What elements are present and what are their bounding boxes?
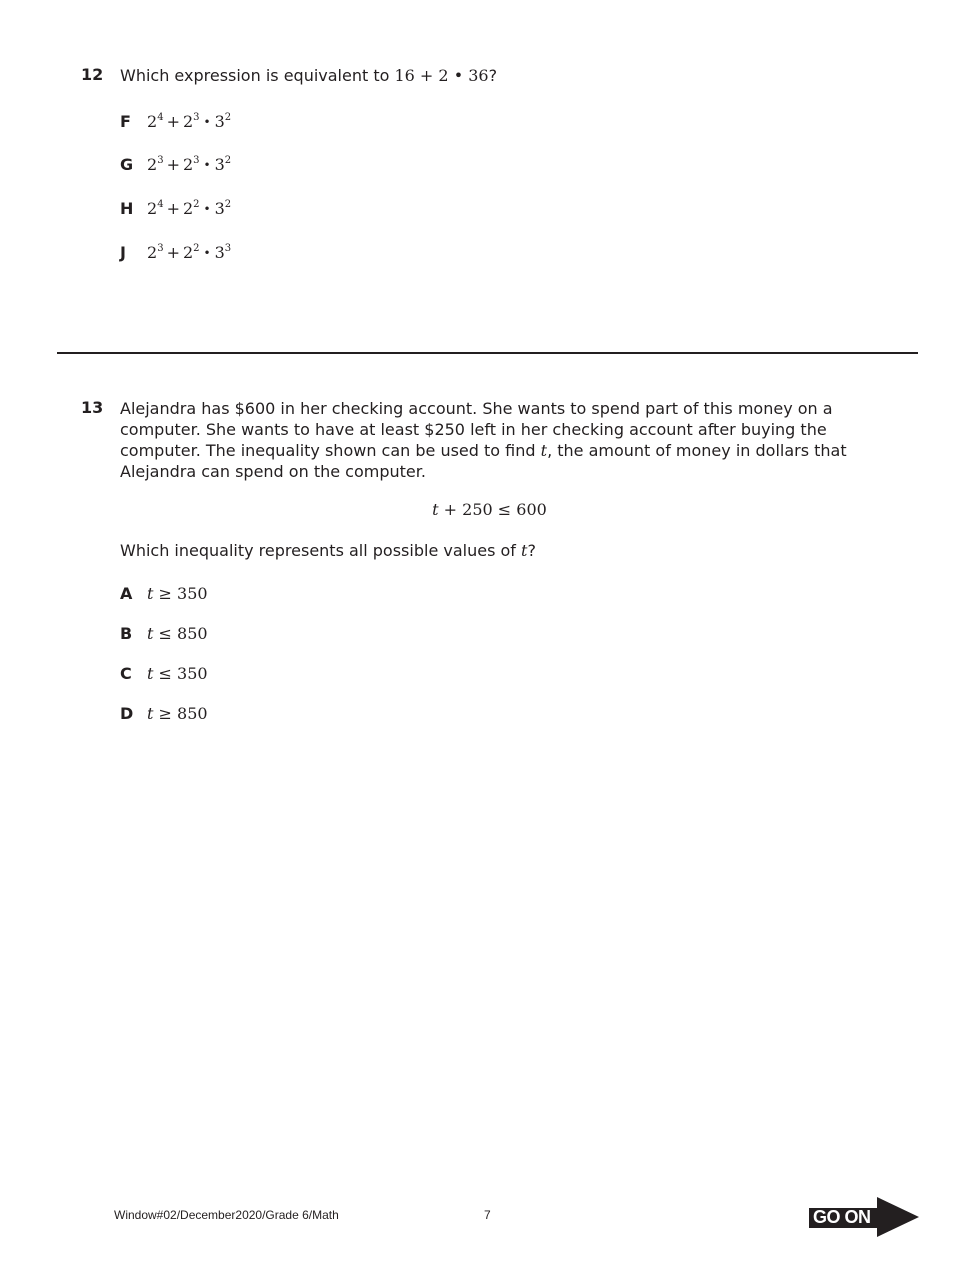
choice-expression: $2^4 + 2^3$ • $3^2$ xyxy=(147,112,232,131)
section-divider xyxy=(57,352,918,354)
choice-expression: t ≥ 850 xyxy=(147,704,208,723)
answer-choice-d[interactable] xyxy=(120,704,208,726)
answer-choice-j[interactable] xyxy=(120,243,231,265)
arrow-right-icon xyxy=(877,1197,919,1237)
inequality-equation: t + 250 ≤ 600 xyxy=(432,500,547,519)
choice-letter: J xyxy=(120,243,126,262)
answer-choice-b[interactable] xyxy=(120,624,208,646)
stem-line: Alejandra can spend on the computer. xyxy=(120,462,426,481)
page-number: 7 xyxy=(484,1208,491,1222)
answer-choice-h[interactable] xyxy=(120,199,231,221)
choice-letter: A xyxy=(120,584,133,603)
stem-text: Which expression is equivalent to xyxy=(120,66,395,85)
choice-expression: t ≤ 350 xyxy=(147,664,208,683)
stem-line: computer. She wants to have at least $250 left in her checking account after buying the xyxy=(120,420,827,439)
choice-expression: $2^4 + 2^2$ • $3^2$ xyxy=(147,199,232,218)
stem-expression: 16 + 2 • 36 xyxy=(394,66,489,85)
answer-choice-g[interactable] xyxy=(120,155,231,177)
choice-expression: $2^3 + 2^2$ • $3^3$ xyxy=(147,243,232,262)
choice-letter: D xyxy=(120,704,134,723)
choice-expression: t ≤ 850 xyxy=(147,624,208,643)
go-on-label: GO ON xyxy=(813,1207,871,1227)
question-number: 13 xyxy=(81,398,104,417)
question-stem xyxy=(120,398,880,482)
choice-expression: $2^3 + 2^3$ • $3^2$ xyxy=(147,155,232,174)
stem-suffix: ? xyxy=(488,66,498,85)
choice-letter: B xyxy=(120,624,133,643)
choice-letter: G xyxy=(120,155,134,174)
answer-choice-f[interactable] xyxy=(120,112,231,134)
choice-letter: C xyxy=(120,664,132,683)
answer-choice-a[interactable] xyxy=(120,584,208,606)
footer-source: Window#02/December2020/Grade 6/Math xyxy=(114,1208,339,1222)
stem-line: computer. The inequality shown can be used to find t, the amount of money in dollars that xyxy=(120,441,847,460)
choice-expression: t ≥ 350 xyxy=(147,584,208,603)
question-number: 12 xyxy=(81,65,104,84)
go-on-button[interactable] xyxy=(809,1197,919,1237)
question-prompt: Which inequality represents all possible values of t? xyxy=(120,541,536,560)
choice-letter: H xyxy=(120,199,134,218)
stem-line: Alejandra has $600 in her checking account. She wants to spend part of this money on a xyxy=(120,399,833,418)
answer-choice-c[interactable] xyxy=(120,664,208,686)
choice-letter: F xyxy=(120,112,131,131)
question-stem xyxy=(120,65,880,86)
